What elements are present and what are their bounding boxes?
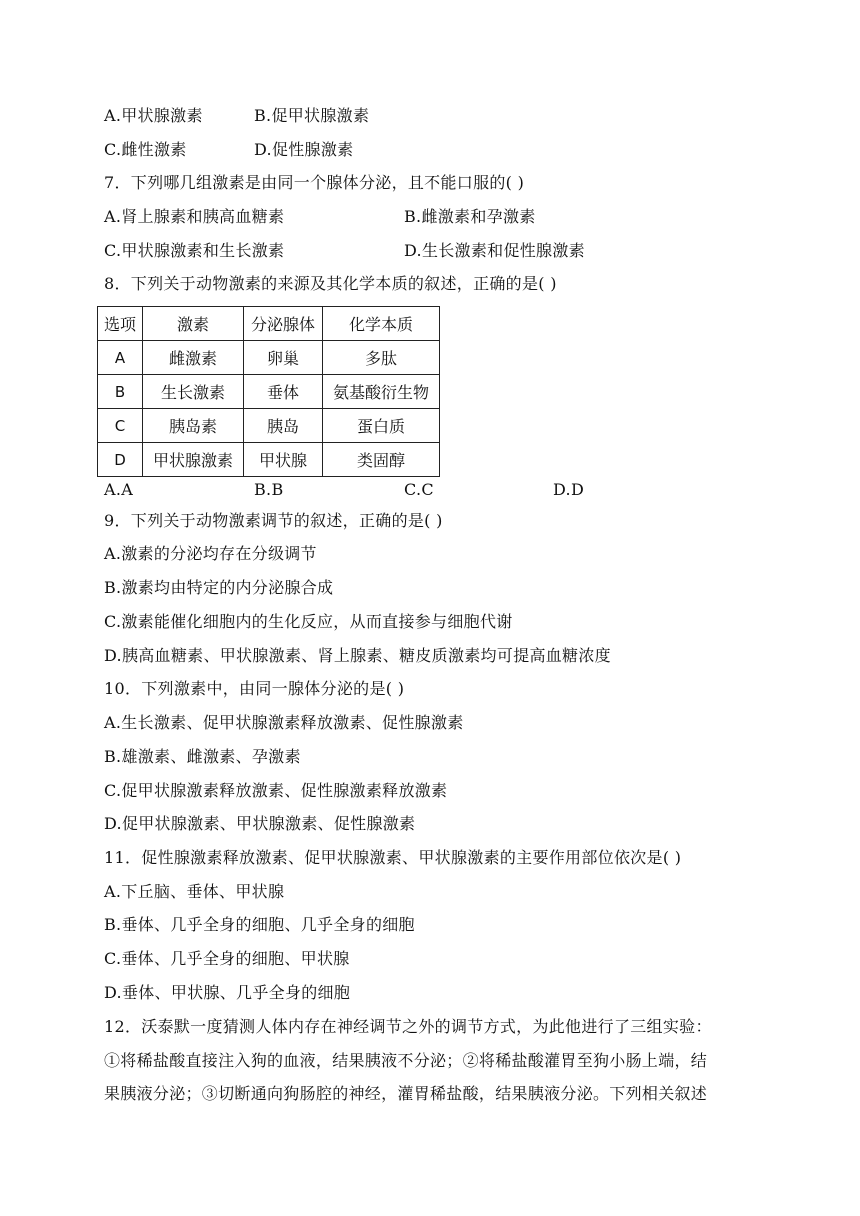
q6-option-c: C.雌性激素 — [104, 140, 187, 159]
q8-cell: 垂体 — [244, 375, 323, 409]
q8-table-header — [98, 307, 440, 341]
q10-option-a: A.生长激素、促甲状腺激素释放激素、促性腺激素 — [104, 713, 464, 732]
q8-cell: 胰岛素 — [143, 409, 244, 443]
q6-option-b: B.促甲状腺激素 — [254, 106, 370, 125]
q7-options-row-2 — [104, 240, 585, 262]
q8-option-a: A.A — [104, 480, 134, 499]
q8-cell: 甲状腺 — [244, 443, 323, 477]
q8-cell: D — [98, 443, 143, 477]
q11-option-a: A.下丘脑、垂体、甲状腺 — [104, 882, 285, 901]
table-row — [98, 341, 440, 375]
q9-option-a: A.激素的分泌均存在分级调节 — [104, 544, 317, 563]
q8-cell: B — [98, 375, 143, 409]
q10-option-d: D.促甲状腺激素、甲状腺激素、促性腺激素 — [104, 814, 416, 833]
q8-cell: 卵巢 — [244, 341, 323, 375]
q7-stem: 7．下列哪几组激素是由同一个腺体分泌，且不能口服的( ) — [104, 173, 525, 192]
q11-stem: 11．促性腺激素释放激素、促甲状腺激素、甲状腺激素的主要作用部位依次是( ) — [104, 848, 682, 867]
q8-cell: 雌激素 — [143, 341, 244, 375]
q11-option-b: B.垂体、几乎全身的细胞、几乎全身的细胞 — [104, 915, 415, 934]
q7-option-c: C.甲状腺激素和生长激素 — [104, 241, 285, 260]
q8-cell: 多肽 — [323, 341, 440, 375]
q11-option-c: C.垂体、几乎全身的细胞、甲状腺 — [104, 949, 350, 968]
q8-cell: C — [98, 409, 143, 443]
q8-cell: 胰岛 — [244, 409, 323, 443]
q9-stem: 9．下列关于动物激素调节的叙述，正确的是( ) — [104, 511, 443, 530]
q8-table — [97, 306, 440, 477]
table-row — [98, 409, 440, 443]
q8-header-gland: 分泌腺体 — [244, 307, 323, 341]
q12-paragraph-line-3: 果胰液分泌；③切断通向狗肠腔的神经，灌胃稀盐酸，结果胰液分泌。下列相关叙述 — [104, 1084, 708, 1103]
q8-cell: 蛋白质 — [323, 409, 440, 443]
q7-option-b: B.雌激素和孕激素 — [404, 207, 536, 226]
q10-option-c: C.促甲状腺激素释放激素、促性腺激素释放激素 — [104, 781, 448, 800]
q7-option-a: A.肾上腺素和胰高血糖素 — [104, 207, 285, 226]
q6-options-row-2 — [104, 139, 354, 161]
q7-options-row-1 — [104, 206, 536, 228]
q8-cell: 氨基酸衍生物 — [323, 375, 440, 409]
q9-option-b: B.激素均由特定的内分泌腺合成 — [104, 578, 334, 597]
q8-cell: A — [98, 341, 143, 375]
q9-option-d: D.胰高血糖素、甲状腺激素、肾上腺素、糖皮质激素均可提高血糖浓度 — [104, 646, 611, 665]
q8-cell: 类固醇 — [323, 443, 440, 477]
q8-option-b: B.B — [254, 480, 284, 499]
q6-option-a: A.甲状腺激素 — [104, 106, 203, 125]
q9-option-c: C.激素能催化细胞内的生化反应，从而直接参与细胞代谢 — [104, 612, 513, 631]
q8-header-nature: 化学本质 — [323, 307, 440, 341]
table-row — [98, 443, 440, 477]
q7-option-d: D.生长激素和促性腺激素 — [404, 241, 585, 260]
q10-option-b: B.雄激素、雌激素、孕激素 — [104, 747, 301, 766]
q8-option-c: C.C — [404, 480, 434, 499]
q8-options-row — [104, 479, 585, 501]
q12-paragraph-line-2: ①将稀盐酸直接注入狗的血液，结果胰液不分泌；②将稀盐酸灌胃至狗小肠上端，结 — [104, 1051, 708, 1070]
q10-stem: 10．下列激素中，由同一腺体分泌的是( ) — [104, 679, 405, 698]
q8-option-d: D.D — [553, 480, 585, 499]
q8-header-option: 选项 — [98, 307, 143, 341]
q11-option-d: D.垂体、甲状腺、几乎全身的细胞 — [104, 983, 351, 1002]
q8-header-hormone: 激素 — [143, 307, 244, 341]
q8-stem: 8．下列关于动物激素的来源及其化学本质的叙述，正确的是( ) — [104, 274, 557, 293]
q8-cell: 生长激素 — [143, 375, 244, 409]
q6-options-row-1 — [104, 105, 370, 127]
q6-option-d: D.促性腺激素 — [254, 140, 354, 159]
q8-cell: 甲状腺激素 — [143, 443, 244, 477]
table-row — [98, 375, 440, 409]
q12-paragraph-line-1: 12．沃泰默一度猜测人体内存在神经调节之外的调节方式，为此他进行了三组实验： — [104, 1017, 712, 1036]
